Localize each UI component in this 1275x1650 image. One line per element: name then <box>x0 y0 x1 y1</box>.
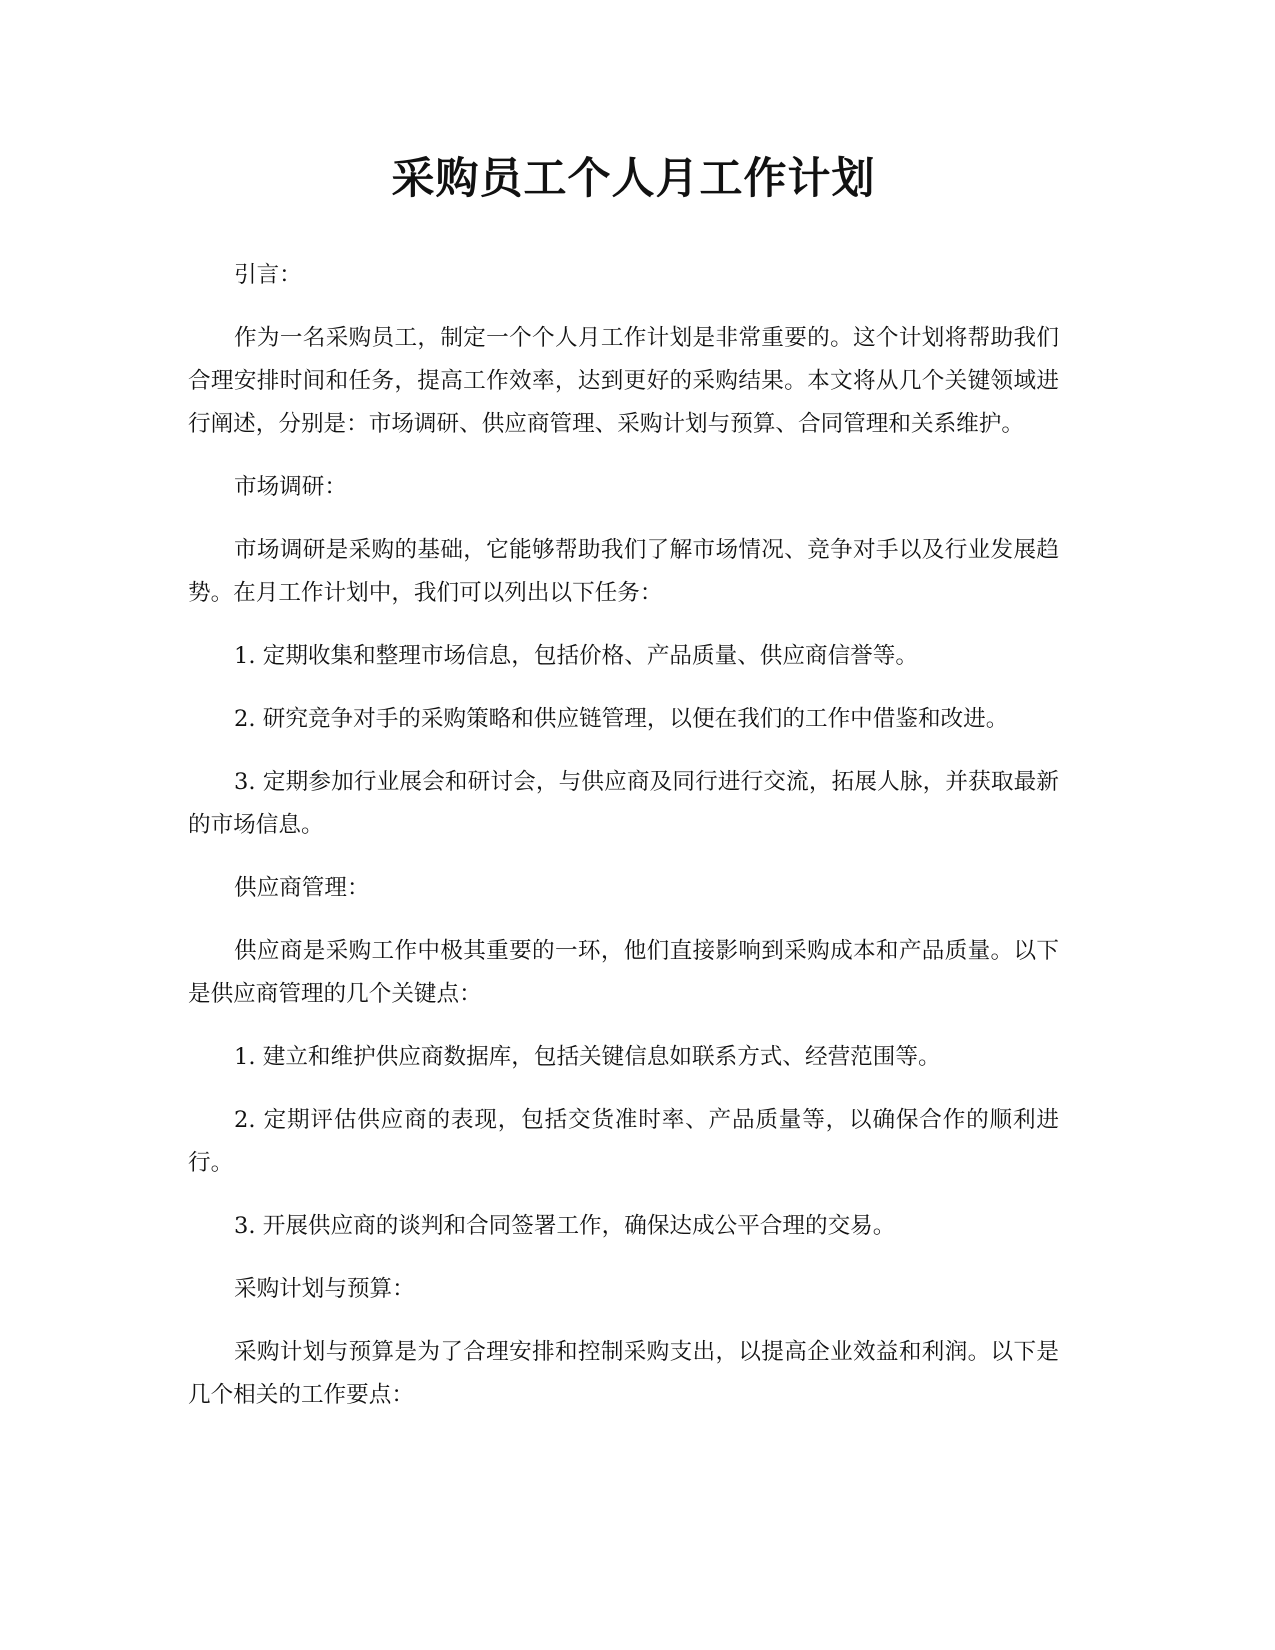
paragraph-supplier-management: 供应商是采购工作中极其重要的一环，他们直接影响到采购成本和产品质量。以下是供应商管理的几个关键点： <box>188 938 1059 1007</box>
list-item-market-research-3: 3. 定期参加行业展会和研讨会，与供应商及同行进行交流，拓展人脉，并获取最新的市场信息。 <box>188 769 1059 838</box>
list-item-market-research-1: 1. 定期收集和整理市场信息，包括价格、产品质量、供应商信誉等。 <box>234 643 918 669</box>
section-heading-introduction: 引言： <box>234 262 302 288</box>
paragraph-market-research: 市场调研是采购的基础，它能够帮助我们了解市场情况、竞争对手以及行业发展趋势。在月工作计划中，我们可以列出以下任务： <box>188 537 1059 606</box>
list-item-supplier-management-2: 2. 定期评估供应商的表现，包括交货准时率、产品质量等，以确保合作的顺利进行。 <box>188 1107 1059 1176</box>
section-heading-supplier-management: 供应商管理： <box>234 875 370 901</box>
document-title: 采购员工个人月工作计划 <box>391 154 876 204</box>
list-item-market-research-2: 2. 研究竞争对手的采购策略和供应链管理，以便在我们的工作中借鉴和改进。 <box>234 706 1009 732</box>
section-heading-purchase-plan-budget: 采购计划与预算： <box>234 1276 415 1302</box>
paragraph-purchase-plan-budget: 采购计划与预算是为了合理安排和控制采购支出，以提高企业效益和利润。以下是几个相关的工作要点： <box>188 1339 1059 1408</box>
section-heading-market-research: 市场调研： <box>234 474 347 500</box>
list-item-supplier-management-1: 1. 建立和维护供应商数据库，包括关键信息如联系方式、经营范围等。 <box>234 1044 941 1070</box>
list-item-supplier-management-3: 3. 开展供应商的谈判和合同签署工作，确保达成公平合理的交易。 <box>234 1213 896 1239</box>
paragraph-introduction: 作为一名采购员工，制定一个个人月工作计划是非常重要的。这个计划将帮助我们合理安排时间和任务，提高工作效率，达到更好的采购结果。本文将从几个关键领域进行阐述，分别是：市场调研、供应商管理、采购计划与预算、合同管理和关系维护。 <box>188 325 1059 437</box>
